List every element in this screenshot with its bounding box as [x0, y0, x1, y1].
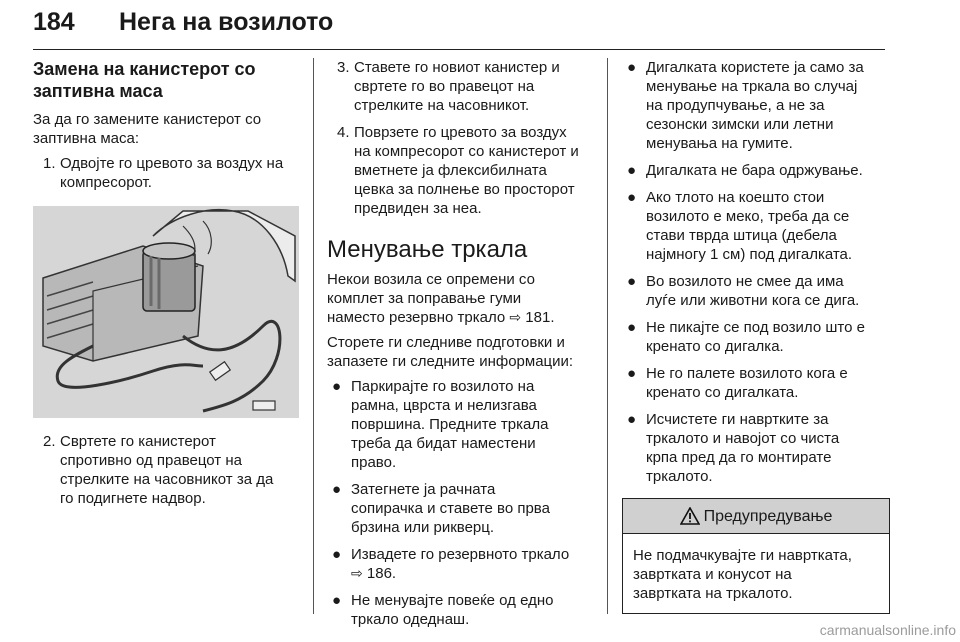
bullet-item: ● Ако тлото на коешто стои возилото е меко, треба да се стави тврда штица (дебела најмногу 1 см) под дигалката.	[627, 189, 853, 263]
bullet-item: ● Дигалката не бара одржување.	[627, 162, 863, 179]
page-ref-arrow-icon[interactable]: ⇨	[509, 309, 522, 325]
bullet-item: ● Дигалката користете ја само за менување на тркала во случај на продупчување, а не за сезонски зимски или летни менувања на гумите.	[627, 59, 864, 152]
compressor-illustration	[33, 206, 299, 418]
chapter-title: Нега на возилото	[119, 8, 334, 36]
step-4: 4. Поврзете го цревото за воздух на компресорот со канистерот и вметнете ја флексибилната цевка за полнење во просторот предвиден за неа.	[337, 124, 579, 217]
bullet-icon: ●	[332, 481, 342, 498]
bullet-icon: ●	[627, 162, 637, 179]
bullet-icon: ●	[627, 189, 637, 206]
section-title: Замена на канистерот со заптивна маса	[33, 59, 256, 101]
header-rule	[33, 49, 885, 50]
bullet-item: ● Не го палете возилото кога е кренато со дигалката.	[627, 365, 848, 401]
bullet-icon: ●	[332, 378, 342, 395]
bullet-item: ● Извадете го резервното тркало ⇨ 186.	[332, 546, 570, 582]
warning-triangle-icon	[680, 507, 700, 525]
column-divider-2	[607, 58, 608, 614]
bullet-item: ● Паркирајте го возилото на рамна, цврста и нелизгава површина. Предните тркала треба да бидат наместени право.	[332, 378, 549, 471]
bullet-item: ● Во возилото не смее да има луѓе или животни кога се дига.	[627, 273, 860, 309]
warning-box	[622, 498, 890, 614]
warning-header	[623, 499, 889, 534]
page-header	[33, 8, 885, 48]
step-2: 2. Свртете го канистерот спротивно од правецот на стрелките на часовникот за да го подигнете надвор.	[43, 433, 274, 507]
warning-title: Предупредување	[703, 507, 833, 525]
watermark: carmanualsonline.info	[819, 622, 956, 638]
column-1	[33, 58, 303, 516]
warning-text: Не подмачкувајте ги навртката, завртката и конусот на завртката на тркалото.	[633, 547, 852, 602]
page-ref-arrow-icon[interactable]: ⇨	[351, 565, 363, 581]
column-3	[622, 58, 890, 614]
page-ref[interactable]: 181.	[525, 309, 555, 326]
paragraph-preparations: Сторете ги следниве подготовки и запазете ги следните информации:	[327, 334, 574, 370]
bullet-item: ● Не менувајте повеќе од едно тркало одеднаш.	[332, 592, 554, 628]
column-2	[327, 58, 595, 637]
section-heading-changing-wheels: Менување тркала	[327, 236, 528, 263]
compressor-canister-image	[33, 206, 299, 418]
paragraph-repair-kit: Некои возила се опремени со комплет за поправање гуми наместо резервно тркало ⇨ 181.	[327, 271, 555, 326]
step-1: 1. Одвојте го цревото за воздух на компресорот.	[43, 155, 284, 191]
step-3: 3. Ставете го новиот канистер и свртете го во правецот на стрелките на часовникот.	[337, 59, 560, 114]
bullet-item: ● Затегнете ја рачната сопирачка и ставете во прва брзина или рикверц.	[332, 481, 550, 536]
bullet-icon: ●	[332, 592, 342, 609]
bullet-icon: ●	[627, 365, 637, 382]
page-number: 184	[33, 8, 75, 36]
bullet-icon: ●	[627, 59, 637, 76]
bullet-icon: ●	[627, 319, 637, 336]
bullet-item: ● Не пикајте се под возило што е кренато со дигалка.	[627, 319, 865, 355]
bullet-icon: ●	[332, 546, 342, 563]
bullet-item: ● Исчистете ги навртките за тркалото и навојот со чиста крпа пред да го монтирате тркалото.	[627, 411, 840, 485]
bullet-icon: ●	[627, 273, 637, 290]
intro-text: За да го замените канистерот со заптивна маса:	[33, 111, 262, 147]
page-ref[interactable]: 186.	[366, 565, 397, 582]
bullet-icon: ●	[627, 411, 637, 428]
column-divider-1	[313, 58, 314, 614]
